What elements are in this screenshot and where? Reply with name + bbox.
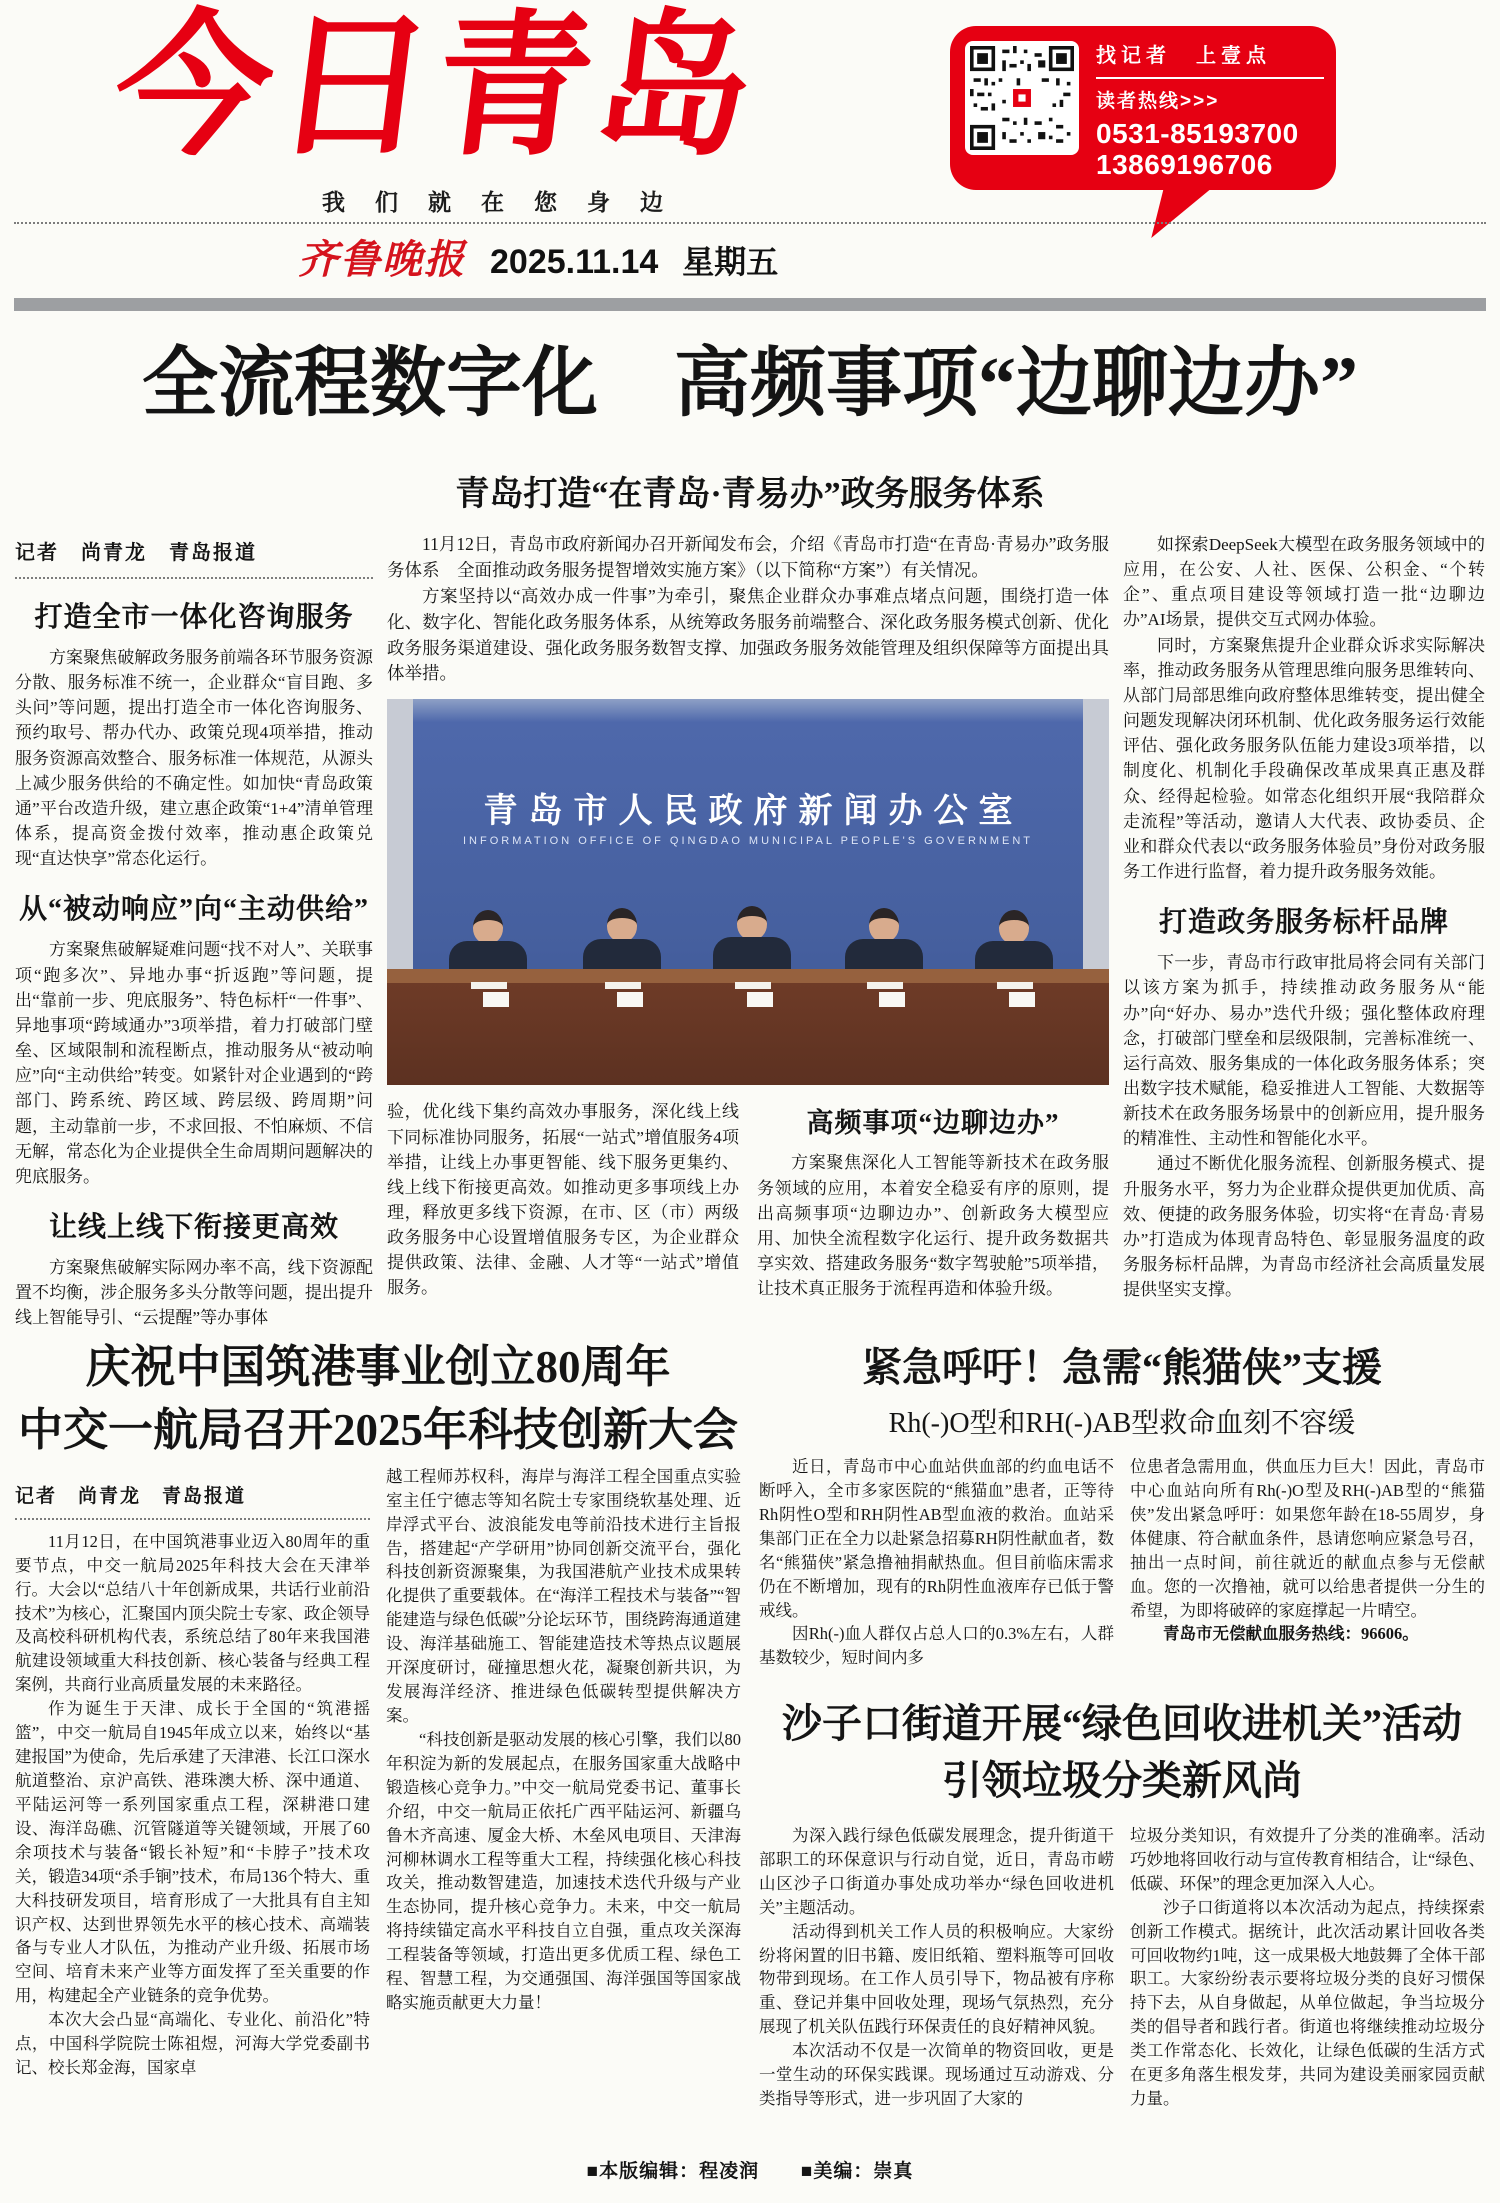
art-editor-credit: ■美编：崇真 [800,2161,914,2182]
lead-subheadline: 青岛打造“在青岛·青易办”政务服务体系 [455,476,1045,513]
photo-backdrop-title: 青岛市人民政府新闻办公室 [483,793,1024,831]
subcolumn-left [387,1099,739,1301]
lead-column-middle [387,532,1109,1334]
page-editor-credit: ■本版编辑：程凌润 [586,2161,760,2182]
paragraph: 同时，方案聚焦提升企业群众诉求实际解决率，推动政务服务从管理思维向服务思维转向、从部门局部思维向政府整体思维转变，提出健全问题发现解决闭环机制、优化政务服务运行效能评估、强化政务服务队伍能力建设3项举措，以制度化、机制化手段确保改革成果真正惠及群众、经得起检验。如常态化组织开展“我陪群众走流程”等活动，邀请人大代表、政协委员、企业和群众代表以“政务服务体验员”身份对政务服务工作进行监督，着力提升政务服务效能。 [1123,635,1485,882]
photo-name-plate [483,992,509,1007]
bubble-slogan: 找记者 上壹点 [1096,45,1271,67]
paragraph: 本次活动不仅是一次简单的物资回收，更是一堂生动的环保实践课。现场通过互动游戏、分类指导等形式，进一步巩固了大家的 [759,2041,1114,2109]
paragraph: 方案聚焦破解政务服务前端各环节服务资源分散、服务标准不统一，企业群众“盲目跑、多头问”等问题，提出打造全市一体化咨询服务、预约取号、帮办代办、政策兑现4项举措，推动服务资源高效整合、服务标准一体规范，从源头上减少服务供给的不确定性。如加快“青岛政策通”平台改造升级，建立惠企政策“1+4”清单管理体系，提高资金拨付效率，推动惠企政策兑现“直达快享”常态化运行。 [15,648,373,869]
recycling-article [759,1696,1485,2111]
port-anniversary-article [15,1332,741,2156]
article2-columns [15,1465,741,2080]
photo-name-plate [747,992,773,1007]
newspaper-logo: 今日青岛 [105,0,767,174]
paragraph: 11月12日，在中国筑港事业迈入80周年的重要节点，中交一航局2025年科技大会在天津举行。大会以“总结八十年创新成果，共话行业前沿技术”为核心，汇聚国内顶尖院士专家、政企领导及高校科研机构代表，系统总结了80年来我国港航建设领域重大科技创新、核心装备与经典工程案例，共商行业高质量发展的未来路径。 [15,1531,370,1695]
article2-column-left [15,1465,370,2080]
article2-headline-line2: 中交一航局召开2025年科技创新大会 [17,1405,738,1456]
photo-paper [735,982,771,989]
article2-headline-line1: 庆祝中国筑港事业创立80周年 [85,1342,671,1392]
hotline-phone-2: 13869196706 [1096,149,1273,181]
paragraph: “科技创新是驱动发展的核心引擎，我们以80年积淀为新的发展起点，在服务国家重大战略中锻造核心竞争力。”中交一航局党委书记、董事长介绍，中交一航局正依托广西平陆运河、新疆乌鲁木齐高速、厦金大桥、木垒风电项目、天津海河柳林调水工程等重大工程，持续强化核心科技攻关，推动数智建造，加速技术迭代升级与产业生态协同，提升核心竞争力。未来，中交一航局将持续锚定高水平科技自立自强，重点攻关深海工程装备等领域，打造出更多优质工程、绿色工程、智慧工程，为交通强国、海洋强国等国家战略实施贡献更大力量！ [386,1729,741,2013]
crosshead: 从“被动响应”向“主动供给” [18,894,369,926]
crosshead: 打造政务服务标杆品牌 [1158,907,1449,939]
crosshead: 打造全市一体化咨询服务 [34,602,354,633]
paragraph: 本次大会凸显“高端化、专业化、前沿化”特点，中国科学院院士陈祖煜，河海大学党委副书记、校长郑金海，国家卓 [15,2010,370,2078]
article4-headline [759,1696,1485,1810]
paragraph: 通过不断优化服务流程、创新服务模式、提升服务水平，努力为企业群众提供更加优质、高效、便捷的政务服务体验，切实将“在青岛·青易办”打造成为体现青岛特色、彰显服务温度的政务服务标杆品牌，为青岛市经济社会高质量发展提供坚实支撑。 [1123,1154,1485,1300]
paragraph: 方案聚焦破解实际网办率不高，线下资源配置不均衡，涉企服务多头分散等问题，提出提升线上智能导引、“云提醒”等办事体 [15,1257,373,1328]
photo-name-plate [1009,992,1035,1007]
lead-column-left [15,532,373,1334]
photo-paper [997,982,1033,989]
photo-paper [471,982,507,989]
article4-column-right [1130,1824,1485,2111]
article3-columns [759,1455,1485,1670]
bubble-text-block [1096,39,1324,181]
hotline-phone-1: 0531-85193700 [1096,118,1299,149]
publish-weekday: 星期五 [682,244,779,280]
masthead-dotted-rule [14,222,1486,224]
photo-paper [605,982,641,989]
bubble-tail-icon [1151,184,1216,238]
crosshead: 让线上线下衔接更高效 [48,1211,339,1243]
article3-column-right [1130,1455,1485,1670]
paragraph: 因Rh(-)血人群仅占总人口的0.3%左右，人群基数较少，短时间内多 [759,1624,1114,1668]
paragraph: 作为诞生于天津、成长于全国的“筑港摇篮”，中交一航局自1945年成立以来，始终以“基建报国”为使命，先后承建了天津港、长江口深水航道整治、京沪高铁、港珠澳大桥、深中通道、平陆运河等一系列国家重点工程，深耕港口建设、海洋岛礁、沉管隧道等关键领域，开展了60余项技术与装备“锻长补短”和“卡脖子”技术攻关，锻造34项“杀手锏”技术，布局136个特大、重大科技研发项目，培育形成了一大批具有自主知识产权、达到世界领先水平的核心技术、高端装备与专业人才队伍，为推动产业升级、拓展市场空间、培育未来产业等方面发挥了至关重要的作用，构建起全产业链条的竞争优势。 [15,1699,370,2006]
lead-article-body [15,532,1485,1334]
lead-headline: 全流程数字化 高频事项“边聊边办” [142,342,1358,426]
bottom-section [15,1332,1485,2156]
reader-hotline-label: 读者热线>>> [1096,91,1220,112]
paragraph: 垃圾分类知识，有效提升了分类的准确率。活动巧妙地将回收行动与宣传教育相结合，让“绿色、低碳、环保”的理念更加深入人心。 [1130,1825,1485,1893]
photo-paper [867,982,903,989]
byline: 记者 尚青龙 青岛报道 [15,1479,370,1520]
article4-headline-line2: 引领垃圾分类新风尚 [942,1758,1302,1804]
paragraph: 验，优化线下集约高效办事服务，深化线上线下同标准协同服务，拓展“一站式”增值服务4项举措，让线上办事更智能、线下服务更集约、线上线下衔接更高效。如推动更多事项线上办理，释放更多线下资源，在市、区（市）两级政务服务中心设置增值服务专区，为企业群众提供政策、法律、金融、人才等“一站式”增值服务。 [387,1102,739,1298]
article3-subheadline: Rh(-)O型和RH(-)AB型救命血刻不容缓 [888,1408,1356,1439]
publish-date: 2025.11.14 [490,243,659,281]
lead-intro [387,532,1109,687]
donation-hotline: 青岛市无偿献血服务热线：96606。 [1163,1624,1419,1644]
article3-headline: 紧急呼吁！急需“熊猫侠”支援 [862,1345,1382,1390]
paragraph: 活动得到机关工作人员的积极响应。大家纷纷将闲置的旧书籍、废旧纸箱、塑料瓶等可回收物带到现场。在工作人员引导下，物品被有序称重、登记并集中回收处理，现场气氛热烈，充分展现了机关队伍践行环保责任的良好精神风貌。 [759,1921,1114,2037]
paragraph: 越工程师苏权科，海岸与海洋工程全国重点实验室主任宁德志等知名院士专家围绕软基处理、近岸浮式平台、波浪能发电等前沿技术进行主旨报告，搭建起“产学研用”协同创新交流平台，强化科技创新资源聚集，为我国港航产业技术成果转化提供了重要载体。在“海洋工程技术与装备”“智能建造与绿色低碳”分论坛环节，围绕跨海通道建设、海洋基础施工、智能建造技术等热点议题展开深度研讨，碰撞思想火花，凝聚创新共识，为发展海洋经济、推进绿色低碳转型提供解决方案。 [386,1466,741,1725]
below-photo-columns [387,1099,1109,1301]
article3-column-left [759,1455,1114,1670]
page-footer [0,2156,1500,2183]
paragraph: 方案聚焦深化人工智能等新技术在政务服务领域的应用，本着安全稳妥有序的原则，提出高频事项“边聊边办”、创新政务大模型应用、加快全流程数字化运行、提升政务数据共享实效、搭建政务服务“数字驾驶舱”5项举措，让技术真正服务于流程再造和体验升级。 [757,1153,1109,1299]
byline: 记者 尚青龙 青岛报道 [15,532,373,579]
paragraph: 沙子口街道将以本次活动为起点，持续探索创新工作模式。据统计，此次活动累计回收各类可回收物约1吨，这一成果极大地鼓舞了全体干部职工。大家纷纷表示要将垃圾分类的良好习惯保持下去，从自身做起，从单位做起，争当垃圾分类的倡导者和践行者。街道也将继续推动垃圾分类工作常态化、长效化，让绿色低碳的生活方式在更多角落生根发芽，共同为建设美丽家园贡献力量。 [1130,1897,1485,2109]
paragraph: 方案聚焦破解疑难问题“找不对人”、关联事项“跑多次”、异地办事“折返跑”等问题，提出“靠前一步、兜底服务”、特色标杆“一件事”、异地事项“跨域通办”3项举措，着力打破部门壁垒、区域限制和流程断点，推动服务从“被动响应”向“主动供给”转变。如紧针对企业遇到的“跨部门、跨系统、跨区域、跨层级、跨周期”问题，主动靠前一步，不求回报、不怕麻烦、不信无解，常态化为企业提供全生命周期问题解决的兜底服务。 [15,940,373,1186]
press-conference-photo [387,699,1109,1085]
contact-bubble [950,26,1336,190]
paragraph: 为深入践行绿色低碳发展理念，提升街道干部职工的环保意识与行动自觉，近日，青岛市崂山区沙子口街道办事处成功举办“绿色回收进机关”主题活动。 [759,1825,1114,1917]
paragraph: 位患者急需用血，供血压力巨大！因此，青岛市中心血站向所有Rh(-)O型及RH(-)AB型的“熊猫侠”发出紧急呼吁：如果您年龄在18-55周岁，身体健康、符合献血条件，恳请您响应紧急号召，抽出一点时间，前往就近的献血点参与无偿献血。您的一次撸袖，就可以给患者提供一分生的希望，为即将破碎的家庭撑起一片晴空。 [1130,1457,1485,1620]
dateline [298,228,778,285]
right-bottom-articles [759,1332,1485,2156]
masthead-tagline: 我们就在您身边 [322,190,693,215]
paragraph: 方案坚持以“高效办成一件事”为牵引，聚焦企业群众办事难点堵点问题，围绕打造一体化、数字化、智能化政务服务体系，从统筹政务服务前端整合、深化政务服务模式创新、优化政务服务渠道建设、强化政务服务数智支撑、加强政务服务效能管理及组织保障等方面提出具体举措。 [387,585,1109,684]
subcolumn-right [757,1099,1109,1301]
article4-column-left [759,1824,1114,2111]
section-divider-bar [14,298,1486,311]
photo-name-plate [879,992,905,1007]
parent-paper-logo: 齐鲁晚报 [298,237,466,282]
blood-donation-article [759,1336,1485,1670]
crosshead: 高频事项“边聊边办” [806,1108,1060,1139]
paragraph: 如探索DeepSeek大模型在政务服务领域中的应用，在公安、人社、医保、公积金、“个转企”、重点项目建设等领域打造一批“边聊边办”AI场景，提供交互式网办体验。 [1123,535,1485,630]
paragraph: 近日，青岛市中心血站供血部的约血电话不断呼入，全市多家医院的“熊猫血”患者，正等待Rh阴性O型和RH阴性AB型血液的救治。血站采集部门正在全力以赴紧急招募RH阴性献血者，数名“熊猫侠”紧急撸袖捐献热血。但目前临床需求仍在不断增加，现有的Rh阴性血液库存已低于警戒线。 [759,1457,1114,1620]
article4-headline-line1: 沙子口街道开展“绿色回收进机关”活动 [782,1701,1462,1747]
masthead [0,0,1500,296]
article4-columns [759,1824,1485,2111]
qr-code-icon [965,41,1079,155]
lead-column-right [1123,532,1485,1334]
photo-name-plate [617,992,643,1007]
article2-column-right [386,1465,741,2080]
paragraph: 11月12日，青岛市政府新闻办召开新闻发布会，介绍《青岛市打造“在青岛·青易办”政务服务体系 全面推动政务服务提智增效实施方案》（以下简称“方案”）有关情况。 [387,534,1109,580]
paragraph: 下一步，青岛市行政审批局将会同有关部门以该方案为抓手，持续推动政务服务从“能办”向“好办、易办”迭代升级；强化整体政府理念，打破部门壁垒和层级限制，完善标准统一、运行高效、服务集成的一体化政务服务体系；突出数字技术赋能，稳妥推进人工智能、大数据等新技术在政务服务场景中的创新应用，提升服务的精准性、主动性和智能化水平。 [1123,953,1485,1149]
bubble-divider [1096,77,1324,79]
photo-backdrop-subtitle: INFORMATION OFFICE OF QINGDAO MUNICIPAL PEOPLE'S GOVERNMENT [462,835,1034,848]
